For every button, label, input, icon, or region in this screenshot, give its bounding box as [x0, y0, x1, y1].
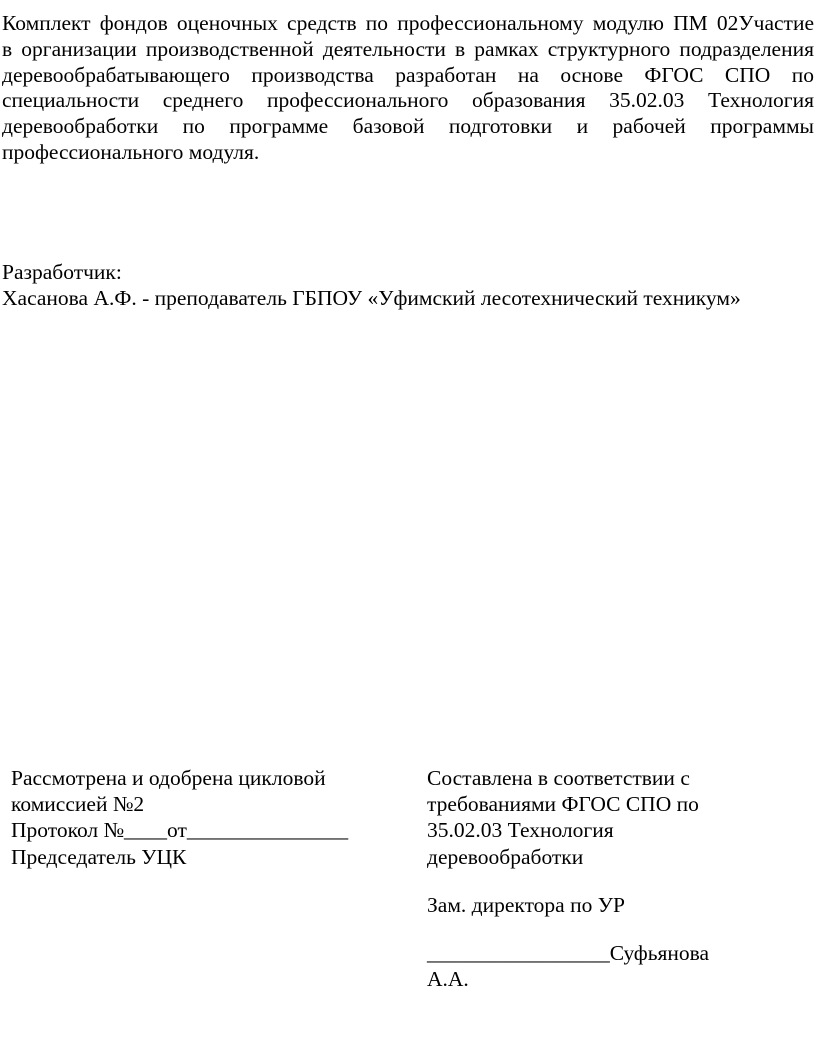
intro-line-5: деревообработки по программе базовой подготовки и рабочей программы — [2, 114, 814, 139]
chairman-line: Председатель УЦК — [11, 844, 187, 869]
spacer — [427, 870, 812, 892]
spacer — [427, 918, 812, 940]
signature-line: _________________Суфьянова — [427, 941, 710, 966]
signature-initials: А.А. — [427, 967, 469, 992]
protocol-line: Протокол №____от_______________ — [11, 818, 349, 843]
developer-name: Хасанова А.Ф. - преподаватель ГБПОУ «Уфимский лесотехнический техникум» — [2, 286, 741, 310]
approval-line-1: Рассмотрена и одобрена цикловой — [11, 766, 326, 790]
developer-block — [2, 259, 814, 311]
intro-line-2: в организации производственной деятельности в рамках структурного подразделения — [2, 36, 814, 61]
intro-paragraph — [2, 11, 814, 166]
developer-label: Разработчик: — [2, 260, 122, 284]
deputy-title: Зам. директора по УР — [427, 892, 625, 917]
compliance-line-4: деревообработки — [427, 844, 584, 869]
intro-line-6: профессионального модуля. — [2, 139, 260, 164]
approval-block — [11, 765, 391, 870]
compliance-line-1: Составлена в соответствии с — [427, 766, 690, 790]
compliance-line-2: требованиями ФГОС СПО по — [427, 792, 699, 817]
intro-line-4: специальности среднего профессионального образования 35.02.03 Технология — [2, 88, 814, 113]
intro-line-3: деревообрабатывающего производства разработан на основе ФГОС СПО по — [2, 62, 814, 87]
intro-line-1: Комплект фондов оценочных средств по профессиональному модулю ПМ 02Участие — [2, 11, 814, 35]
compliance-block — [427, 765, 812, 992]
compliance-line-3: 35.02.03 Технология — [427, 818, 614, 843]
approval-line-2: комиссией №2 — [11, 792, 145, 817]
